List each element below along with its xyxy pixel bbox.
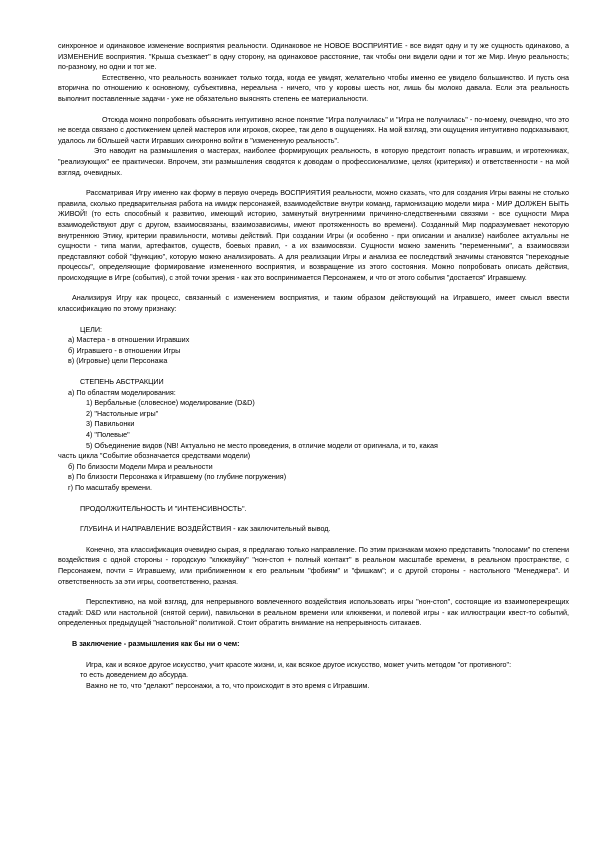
conclusion-paragraph-2: Перспективно, на мой взгляд, для непрерывного вовлеченного воздействия использовать игры "нон-стоп", состоящие из взаимоперекрещих стадий: D&D или настольной (снятой серии), павильонки в реальном времени или клюквенки, и полевой игры - как иллюстрации квест-то событий, определенных предыдущей "настольной" политикой. Стоит обратить внимание на непрерывность ситакаев.	[58, 597, 569, 628]
abstraction-sub-item-1: 1) Вербальные (словесное) моделирование (D&D)	[86, 398, 255, 408]
abstraction-title: СТЕПЕНЬ АБСТРАКЦИИ	[80, 377, 164, 387]
intro-paragraph-2: Естественно, что реальность возникает только тогда, когда ее увидят, желательно чтобы именно ее увидело большинство. И пусть она вторична по отношению к основному, субъективна, нереальна - ничего, что у коровы шесть ног, лишь бы молоко давала. Если эта реальность выполнит поставленные задачи - уже не обязательно выяснять степень ее материальности.	[58, 72, 569, 103]
goals-item-c: в) (Игровые) цели Персонажа	[68, 356, 168, 366]
abstraction-sub-item-5: 5) Объединение видов (NB! Актуально не место проведения, в отличие модели от оригинала, и то, какая	[86, 440, 438, 450]
final-paragraph-1: Игра, как и всякое другое искусство, учит красоте жизни, и, как всякое другое искусство, может учить методом "от противного":	[86, 659, 512, 669]
abstraction-a-label: а) По областям моделирования:	[68, 387, 176, 397]
conclusion-paragraph-1: Конечно, эта классификация очевидно сырая, я предлагаю только направление. По этим признакам можно представить "полосами" по степени воздействия с одной стороны - городскую "клюквуйку" "нон-стоп + полный контакт" в реальном масштабе времени, в реальном пространстве, с Персонажем, почти = Игравшему, или приближенном к его реальным "фобиям" и "фишкам"; и с другой стороны - настольного "Менеджера". И ответственность за эти игры, соответственно, разная.	[58, 544, 569, 586]
abstraction-item-d: г) По масштабу времени.	[68, 482, 152, 492]
intro-paragraph-1: синхронное и одинаковое изменение восприятия реальности. Одинаковое не НОВОЕ ВОСПРИЯТИЕ - все видят одну и ту же сущность одинаково, а ИЗМЕНЕНИЕ восприятия. "Крыша съезжает" в одну сторону, на одинаковое расстояние, так чтобы они видели одни и тот же Мир. Иную реальность; по-разному, но одни и тот же.	[58, 41, 569, 72]
abstraction-sub-item-2: 2) "Настольные игры"	[86, 408, 159, 418]
abstraction-sub-item-4: 4) "Полевые"	[86, 430, 130, 439]
abstraction-sub-item-5-cont: часть цикла "Событие обозначается средствами модели)	[58, 451, 251, 461]
abstraction-item-c: в) По близости Персонажа к Игравшему (по глубине погружения)	[68, 472, 287, 482]
goals-item-a: а) Мастера - в отношении Игравших	[68, 335, 190, 345]
final-line-2: то есть доведением до абсурда.	[80, 670, 189, 680]
final-heading: В заключение - размышления как бы ни о чем:	[72, 638, 240, 648]
intro-paragraph-4: Это наводит на размышления о мастерах, наиболее формирующих реальность, в которую предстоит попасть игравшим, и игротехниках, "реализующих" ее практически. Впрочем, эти размышления сводятся к доводам о профессионализме, целях (критериях) и ответственности - на мой взгляд, очевидных.	[58, 146, 569, 177]
abstraction-item-b: б) По близости Модели Мира и реальности	[68, 461, 213, 471]
final-line-3: Важно не то, что "делают" персонажи, а то, что происходит в это время с Игравшим.	[86, 680, 370, 690]
depth-title: ГЛУБИНА И НАПРАВЛЕНИЕ ВОЗДЕЙСТВИЯ - как заключительный вывод.	[80, 524, 331, 534]
analysis-paragraph-1: Рассматривая Игру именно как форму в первую очередь ВОСПРИЯТИЯ реальности, можно сказать, что для создания Игры важны не столько правила, сколько предварительная работа на имидж персонажей, взаимодействие внутри команд, гармонизацию модели мира - МИР ДОЛЖЕН БЫТЬ ЖИВОЙ! (то есть способный к развитию, имеющий историю, замкнутый внутренними причинно-следственными связями - все сущности Мира взаимодействуют друг с другом, взаимосвязаны, взаимозависимы, имеют протяженность во времени). Созданный Мир подразумевает некоторую внутреннюю Этику, критерии правильности, мотивы действий. При создании Игры (и особенно - при описании и анализе) наиболее актуальны не сущности - типа магии, артефактов, существ, боевых правил, - а их взаимосвязи. Сущности можно заменить "переменными", а взаимосвязи представляют собой "функцию", которую можно анализировать. А для реализации Игры и анализа ее последствий значимы становятся "переходные процессы", определяющие формирование измененного восприятия, и возвращение из этого состояния. Можно попробовать описать действия, происходящие в Игре (события), с этой точки зрения - как это воспринимается Персонажем, и что от этого события "достается" Игравшему.	[58, 188, 569, 282]
goals-item-b: б) Игравшего - в отношении Игры	[68, 345, 181, 355]
intro-paragraph-3: Отсюда можно попробовать объяснить интуитивно ясное понятие "Игра получилась" и "Игра не получилась" - по-моему, очевидно, что это не всегда связано с достижением целей мастеров или игроков, скорее, так дело в ощущениях. На мой взгляд, эти ощущения интуитивно подсказывают, удалось ли бОльшей части Игравших синхронно войти в "измененную реальность".	[58, 114, 569, 145]
analysis-paragraph-2: Анализируя Игру как процесс, связанный с изменением восприятия, и таким образом действующий на Игравшего, имеет смысл ввести классификацию по этому признаку:	[58, 293, 569, 314]
goals-title: ЦЕЛИ:	[80, 324, 102, 334]
abstraction-sub-item-3: 3) Павильонки	[86, 419, 135, 429]
duration-title: ПРОДОЛЖИТЕЛЬНОСТЬ И "ИНТЕНСИВНОСТЬ".	[80, 503, 247, 513]
